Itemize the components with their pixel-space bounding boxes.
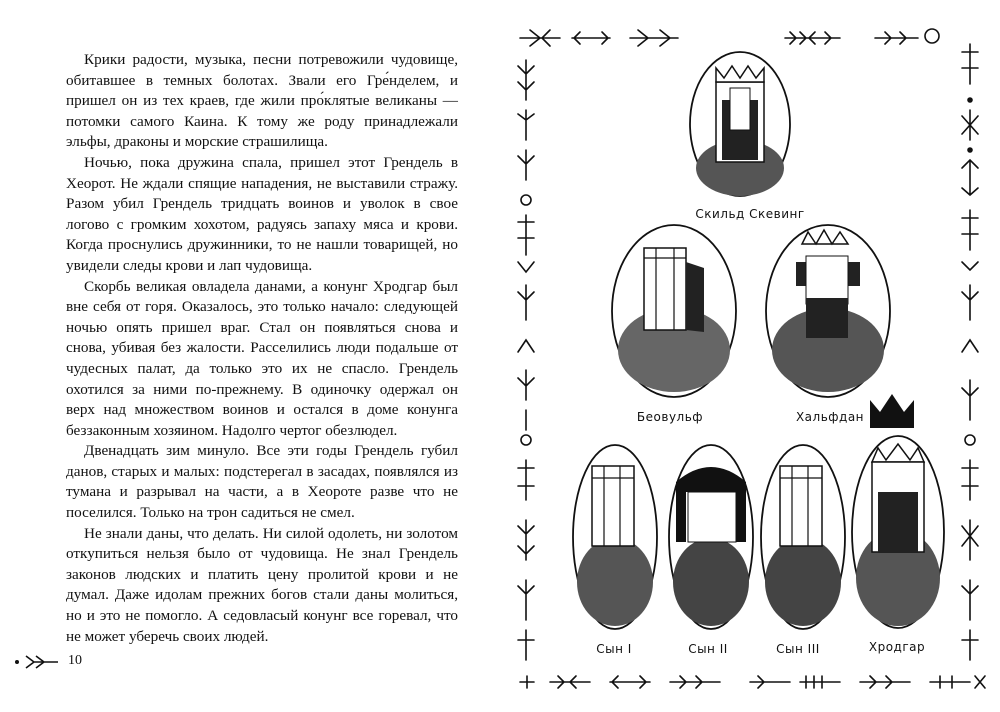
paragraph-5: Не знали даны, что делать. Ни силой одолеть, ни золотом откупиться нельзя было от чудовища. Не знал Грендель законов людских и платить цену пролитой крови и не думал. Даже идолам прежних богов стали даны молиться, но и это не помогло. А седовласый конунг все горевал, что не может уберечь своих людей.	[66, 524, 458, 645]
paragraph-2: Ночью, пока дружина спала, пришел этот Грендель в Хеорот. Не ждали спящие нападения, не выставили стражу. Разом убил Грендель тридцать воинов и уволок в свое логово с громким хохотом, радуясь запаху мяса и крови. Когда проснулись дружинники, то не нашли товарищей, но увидели следы крови и лап чудовища.	[66, 153, 458, 274]
portrait-son-1	[570, 442, 660, 632]
portrait-son-3	[758, 442, 848, 632]
page-number	[14, 653, 82, 669]
caption-son-2: Сын II	[688, 642, 728, 656]
caption-beowulf: Беовульф	[636, 410, 704, 424]
right-page	[500, 0, 1000, 712]
page-number-text: 10	[68, 653, 82, 668]
portrait-scyld	[686, 48, 794, 198]
caption-hrothgar: Хродгар	[868, 640, 926, 654]
caption-son-3: Сын III	[776, 642, 820, 656]
portrait-halfdan	[762, 222, 894, 400]
paragraph-1: Крики радости, музыка, песни потревожили чудовище, обитавшее в темных болотах. Звали его Гре́нделем, и пришел он из тех краев, где жили про́клятые великаны — потомки самого Каина. К тому же роду принадлежали эльфы, драконы и морские страшилища.	[66, 51, 458, 151]
portrait-hrothgar	[848, 432, 948, 632]
portrait-son-2	[666, 442, 756, 632]
caption-scyld: Скильд Скевинг	[695, 207, 805, 221]
caption-son-1: Сын I	[596, 642, 632, 656]
body-text	[66, 50, 458, 647]
portrait-beowulf	[608, 222, 740, 400]
paragraph-3: Скорбь великая овладела данами, а конунг Хродгар был вне себя от горя. Оказалось, это только начало: следующей ночью опять пришел враг. Стал он появляться снова и снова, убивая без жалости. Расселились люди подальше от чудесных палат, да только это их не спасло. Грендель охотился за ними по-прежнему. В одиночку одержал он верх над множеством воинов и остался в доме конунга беззаконным хозяином. Надолго чертог обезлюдел.	[66, 277, 458, 439]
paragraph-4: Двенадцать зим минуло. Все эти годы Грендель губил данов, старых и малых: подстерегал в засадах, появлялся из тумана и разрывал на части, а в Хеороте разве что не поселился. Только на трон садиться не смел.	[66, 442, 458, 522]
rune-ornament-icon	[14, 653, 62, 669]
caption-halfdan: Хальфдан	[795, 410, 865, 424]
